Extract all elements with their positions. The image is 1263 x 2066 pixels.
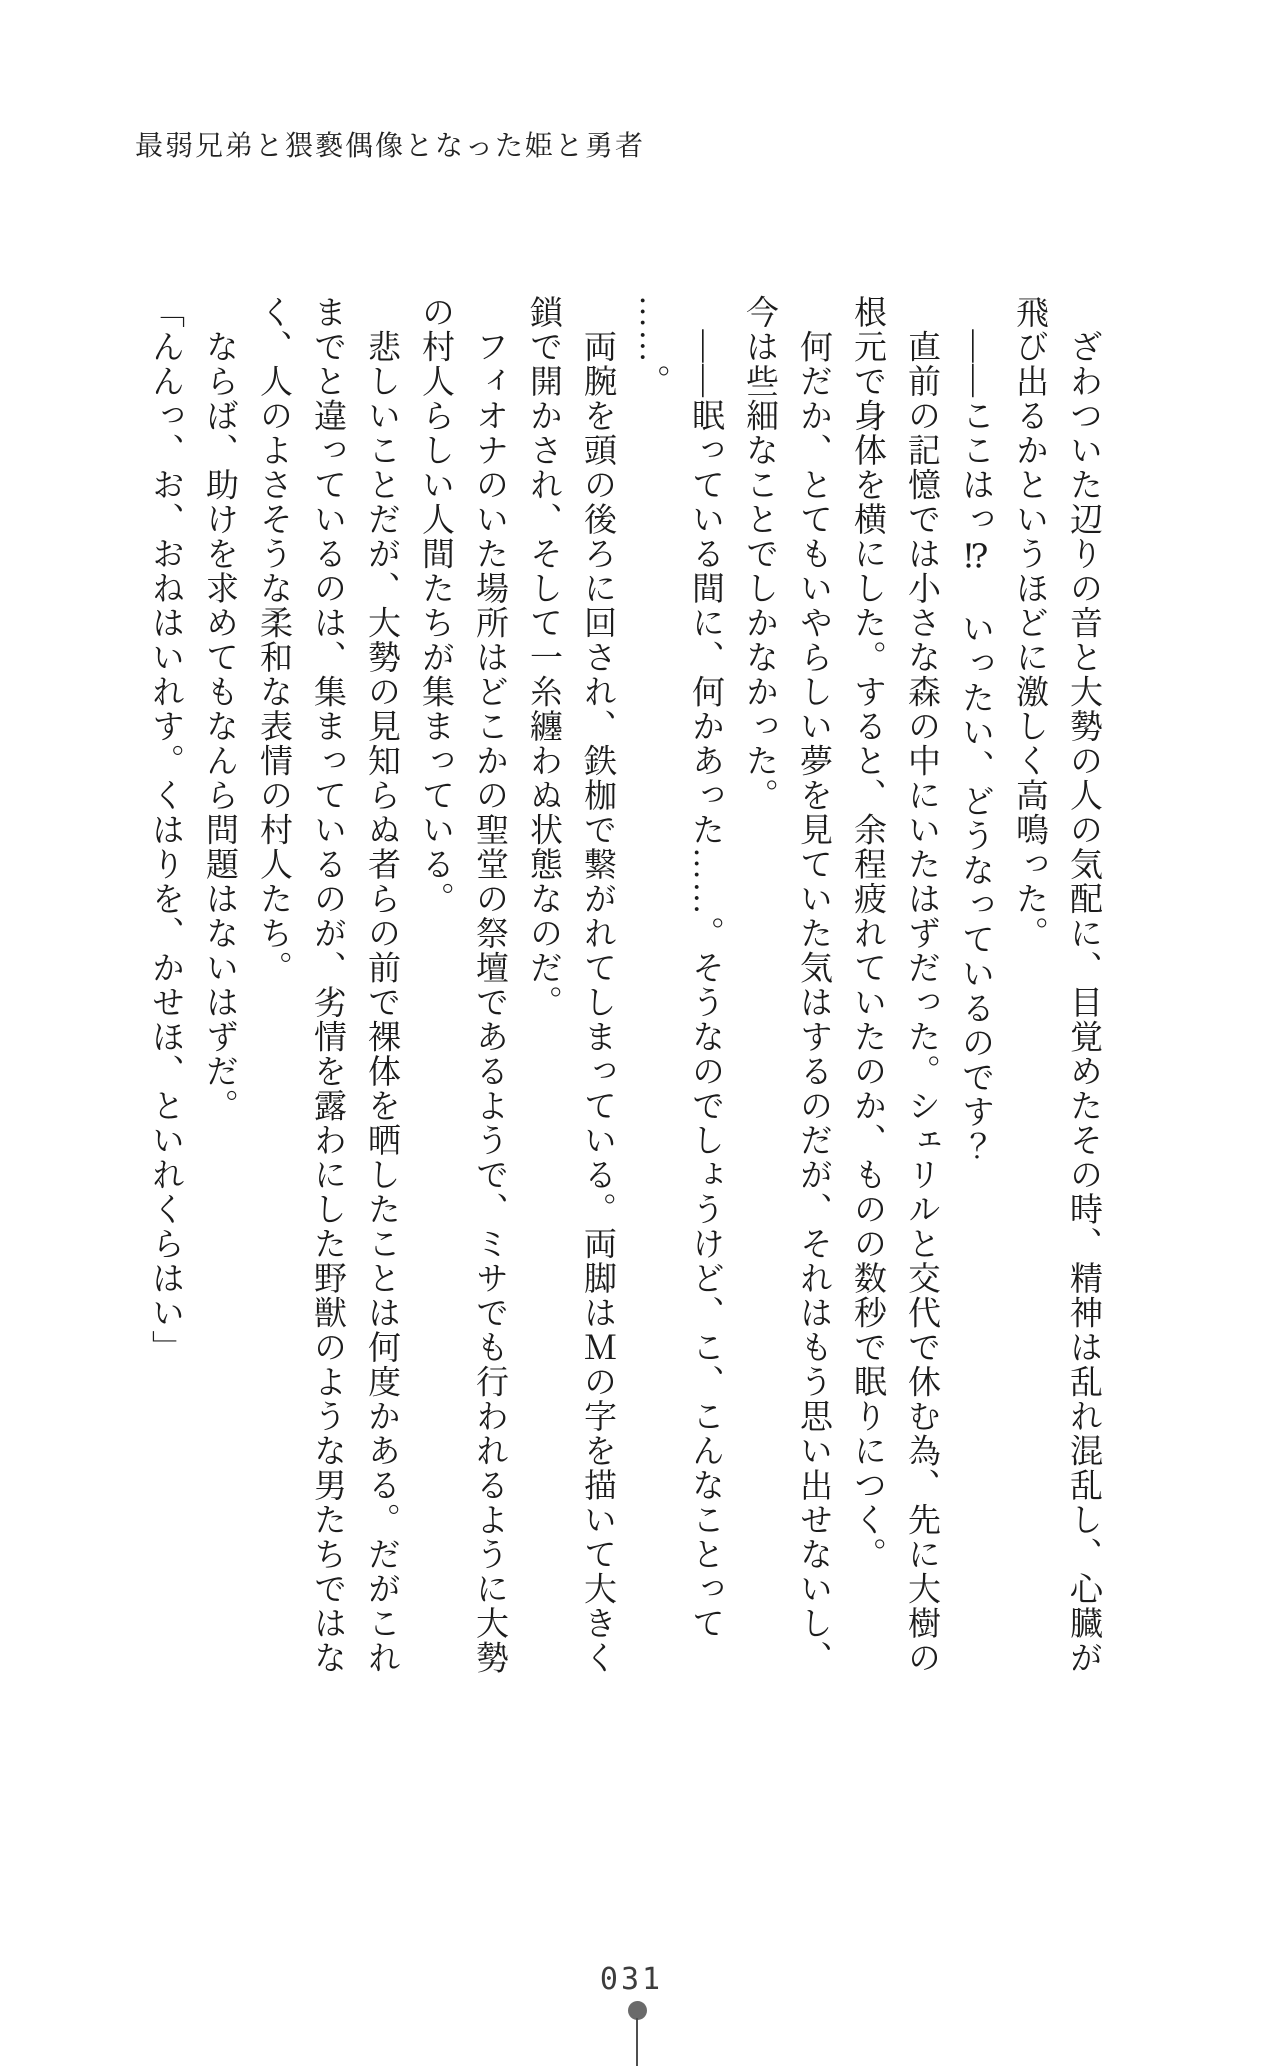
text-line: の村人らしい人間たちが集まっている。 (417, 295, 453, 916)
body-text (138, 295, 1110, 1685)
text-line: 根元で身体を横にした。すると、余程疲れていたのか、ものの数秒で眠りにつく。 (849, 295, 885, 1572)
page-number: 031 (599, 1962, 664, 1997)
text-line: 何だか、とてもいやらしい夢を見ていた気はするのだが、それはもう思い出せないし、 (795, 295, 831, 1675)
text-line: 直前の記憶では小さな森の中にいたはずだった。シェリルと交代で休む為、先に大樹の (903, 295, 939, 1675)
text-line: ――ここはっ⁉ いったい、どうなっているのです？ (957, 295, 993, 1164)
text-line: 両腕を頭の後ろに回され、鉄枷で繋がれてしまっている。両脚はＭの字を描いて大きく (579, 295, 615, 1675)
text-line: ……。 (633, 295, 669, 399)
page-marker-line (636, 2018, 638, 2066)
text-line: 悲しいことだが、大勢の見知らぬ者らの前で裸体を晒したことは何度かある。だがこれ (363, 295, 399, 1675)
text-line: ざわついた辺りの音と大勢の人の気配に、目覚めたその時、精神は乱れ混乱し、心臓が (1065, 295, 1101, 1675)
text-line: 今は些細なことでしかなかった。 (741, 295, 777, 813)
text-line: フィオナのいた場所はどこかの聖堂の祭壇であるようで、ミサでも行われるように大勢 (471, 295, 507, 1675)
text-line: 「んんっ、お、おねはいれす。くはりを、かせほ、といれくらはい」 (147, 295, 183, 1365)
text-line: ――眠っている間に、何かあった……。そうなのでしょうけど、こ、こんなことって (687, 295, 723, 1641)
text-line: 鎖で開かされ、そして一糸纏わぬ状態なのだ。 (525, 295, 561, 1020)
text-line: く、人のよさそうな柔和な表情の村人たち。 (255, 295, 291, 985)
text-line: までと違っているのは、集まっているのが、劣情を露わにした野獣のような男たちではな (309, 295, 345, 1675)
text-line: 飛び出るかというほどに激しく高鳴った。 (1011, 295, 1047, 951)
text-line: ならば、助けを求めてもなんら問題はないはずだ。 (201, 295, 237, 1123)
running-title: 最弱兄弟と猥褻偶像となった姫と勇者 (135, 131, 646, 162)
